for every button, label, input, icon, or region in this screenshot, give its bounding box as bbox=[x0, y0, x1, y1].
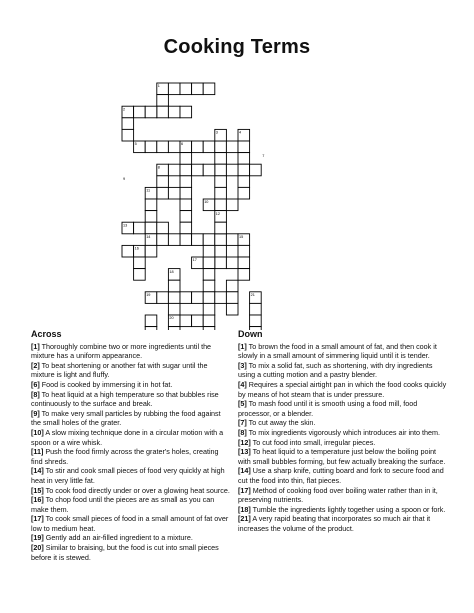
cell-number: 19 bbox=[146, 293, 151, 297]
down-heading: Down bbox=[238, 329, 263, 339]
cell-number: 1 bbox=[157, 84, 160, 89]
down-clue bbox=[238, 342, 448, 361]
across-clue bbox=[31, 390, 231, 409]
grid-cell[interactable] bbox=[157, 141, 169, 153]
grid-cell[interactable] bbox=[168, 234, 180, 246]
down-clue bbox=[238, 514, 448, 533]
clue-number: [8] bbox=[31, 389, 40, 399]
across-clue bbox=[31, 533, 231, 543]
down-clues bbox=[238, 330, 448, 533]
clue-text: To heat liquid to a temperature just below the boiling point with small bubbles forming, but few actually breaking the surface. bbox=[238, 447, 446, 466]
cell-number: 5 bbox=[134, 142, 137, 147]
cell-number: 6 bbox=[181, 142, 184, 147]
clue-text: To stir and cook small pieces of food very quickly at high heat in very little fat. bbox=[31, 466, 225, 485]
grid-cell[interactable] bbox=[203, 280, 215, 292]
grid-cell[interactable] bbox=[203, 234, 215, 246]
grid-cell[interactable] bbox=[238, 141, 250, 153]
clue-number: [5] bbox=[238, 399, 247, 409]
grid-cell[interactable] bbox=[215, 176, 227, 188]
down-clue bbox=[238, 380, 448, 399]
clue-text: Food is cooked by immersing it in hot fat. bbox=[39, 379, 173, 389]
clue-number: [7] bbox=[238, 418, 247, 428]
grid-cell[interactable] bbox=[168, 164, 180, 176]
clue-number: [6] bbox=[31, 379, 40, 389]
across-clue bbox=[31, 428, 231, 447]
clue-text: A slow mixing technique done in a circular motion with a spoon or a wire whisk. bbox=[31, 427, 224, 447]
grid-cell[interactable] bbox=[238, 187, 250, 199]
clue-number: [15] bbox=[31, 485, 44, 495]
grid-cell[interactable] bbox=[203, 257, 215, 269]
clue-number: [4] bbox=[238, 379, 247, 389]
across-heading: Across bbox=[31, 329, 62, 339]
grid-cell[interactable] bbox=[157, 176, 169, 188]
cell-number: 18 bbox=[169, 269, 174, 274]
grid-cell[interactable] bbox=[203, 245, 215, 257]
grid-cell[interactable] bbox=[226, 141, 238, 153]
clue-text: To beat shortening or another fat with sugar until the mixture is light and fluffy. bbox=[31, 360, 208, 380]
grid-cell[interactable] bbox=[134, 106, 146, 118]
grid-cell[interactable] bbox=[168, 187, 180, 199]
clue-text: Thoroughly combine two or more ingredients until the mixture has a uniform appearance. bbox=[31, 341, 212, 361]
grid-cell[interactable] bbox=[238, 269, 250, 281]
clue-number: [17] bbox=[238, 485, 251, 495]
grid-cell[interactable] bbox=[157, 106, 169, 118]
clue-number: [14] bbox=[31, 466, 44, 476]
cell-number: 17 bbox=[192, 258, 197, 263]
down-clue bbox=[238, 428, 448, 438]
grid-cell[interactable] bbox=[180, 153, 192, 165]
grid-cell[interactable] bbox=[192, 315, 204, 327]
clue-number: [8] bbox=[238, 427, 247, 437]
grid-cell[interactable] bbox=[192, 164, 204, 176]
across-clue bbox=[31, 466, 231, 485]
grid-cell[interactable] bbox=[157, 187, 169, 199]
grid-cell[interactable] bbox=[168, 106, 180, 118]
clue-number: [1] bbox=[31, 341, 40, 351]
down-clue bbox=[238, 399, 448, 418]
grid-cell[interactable] bbox=[145, 141, 157, 153]
grid-cell[interactable] bbox=[122, 118, 134, 130]
across-clue bbox=[31, 380, 231, 390]
grid-cell[interactable] bbox=[192, 234, 204, 246]
clue-text: To cut away the skin. bbox=[246, 418, 316, 428]
clue-text: To heat liquid at a high temperature so that bubbles rise continuously to the surface and break. bbox=[31, 389, 219, 409]
grid-cell[interactable] bbox=[157, 95, 169, 107]
across-clue bbox=[31, 342, 231, 361]
grid-cell[interactable] bbox=[145, 211, 157, 223]
clue-text: To brown the food in a small amount of fat, and then cook it slowly in a small amount of simmering liquid until it is tender. bbox=[238, 341, 437, 361]
grid-cell[interactable] bbox=[215, 245, 227, 257]
grid-cell[interactable] bbox=[134, 222, 146, 234]
down-clue bbox=[238, 438, 448, 448]
grid-cell[interactable] bbox=[250, 315, 262, 327]
clue-number: [3] bbox=[238, 360, 247, 370]
across-clue bbox=[31, 514, 231, 533]
grid-cell[interactable] bbox=[180, 164, 192, 176]
down-clue bbox=[238, 447, 448, 466]
across-clue-list bbox=[31, 342, 231, 563]
grid-cell[interactable] bbox=[238, 164, 250, 176]
grid-cell[interactable] bbox=[238, 176, 250, 188]
clue-number: [10] bbox=[31, 427, 44, 437]
clue-number: [12] bbox=[238, 437, 251, 447]
grid-cell[interactable] bbox=[203, 303, 215, 315]
grid-cell[interactable] bbox=[145, 245, 157, 257]
grid-cell[interactable] bbox=[226, 280, 238, 292]
grid-cell[interactable] bbox=[215, 153, 227, 165]
grid-cell[interactable] bbox=[203, 164, 215, 176]
cell-number: 2 bbox=[123, 107, 126, 112]
clue-number: [18] bbox=[238, 504, 251, 514]
clue-number: [13] bbox=[238, 447, 251, 457]
across-clue bbox=[31, 543, 231, 562]
cell-number: 11 bbox=[146, 188, 151, 193]
grid-cell[interactable] bbox=[134, 269, 146, 281]
clue-text: To mix a solid fat, such as shortening, with dry ingredients using a cutting motion and a pastry blender. bbox=[238, 360, 433, 380]
grid-cell[interactable] bbox=[238, 257, 250, 269]
clue-text: Use a sharp knife, cutting board and fork to secure food and cut the food into thin, flat pieces. bbox=[238, 466, 444, 485]
grid-cell[interactable] bbox=[168, 292, 180, 304]
grid-cell[interactable] bbox=[215, 187, 227, 199]
grid-cell[interactable] bbox=[180, 292, 192, 304]
clue-text: To make very small particles by rubbing the food against the small holes of the grater. bbox=[31, 408, 221, 428]
grid-cell[interactable] bbox=[226, 164, 238, 176]
across-clue bbox=[31, 361, 231, 380]
grid-cell[interactable] bbox=[168, 303, 180, 315]
grid-cell[interactable] bbox=[238, 153, 250, 165]
clue-number: [21] bbox=[238, 514, 251, 524]
grid-cell[interactable] bbox=[250, 303, 262, 315]
grid-cell[interactable] bbox=[203, 292, 215, 304]
clue-number: [20] bbox=[31, 543, 44, 553]
puzzle-title: Cooking Terms bbox=[163, 36, 311, 58]
down-clue-list bbox=[238, 342, 448, 534]
grid-cell[interactable] bbox=[145, 222, 157, 234]
clue-text: Tumble the ingredients lightly together using a spoon or fork. bbox=[250, 504, 446, 514]
grid-cell[interactable] bbox=[157, 292, 169, 304]
grid-cell[interactable] bbox=[168, 141, 180, 153]
grid-cell[interactable] bbox=[226, 234, 238, 246]
across-clue bbox=[31, 409, 231, 428]
clue-text: To mix ingredients vigorously which introduces air into them. bbox=[246, 427, 441, 437]
cell-number: 16 bbox=[134, 246, 139, 251]
grid-cell[interactable] bbox=[145, 106, 157, 118]
grid-cell[interactable] bbox=[168, 280, 180, 292]
across-clue bbox=[31, 447, 231, 466]
cell-number: 15 bbox=[239, 235, 244, 239]
clue-number: [2] bbox=[31, 360, 40, 370]
grid-cell[interactable] bbox=[226, 257, 238, 269]
clue-text: Push the food firmly across the grater's holes, creating find shreds. bbox=[31, 447, 219, 466]
grid-cell[interactable] bbox=[226, 303, 238, 315]
grid-cell[interactable] bbox=[180, 222, 192, 234]
grid-cell[interactable] bbox=[192, 292, 204, 304]
grid-cell[interactable] bbox=[192, 83, 204, 95]
across-clues bbox=[31, 330, 231, 562]
clue-text: Requires a special airtight pan in which the food cooks quickly by means of hot steam that is under pressure. bbox=[238, 379, 447, 399]
cell-number: 13 bbox=[123, 223, 128, 228]
clue-text: Gently add an air-filled ingredient to a mixture. bbox=[43, 533, 193, 543]
grid-cell[interactable] bbox=[180, 211, 192, 223]
clue-number: [11] bbox=[31, 447, 44, 457]
down-clue bbox=[238, 418, 448, 428]
cell-number: 21 bbox=[250, 293, 255, 297]
grid-cell[interactable] bbox=[226, 199, 238, 211]
clue-number: [9] bbox=[31, 408, 40, 418]
grid-cell[interactable] bbox=[203, 315, 215, 327]
clue-text: A very rapid beating that incorporates so much air that it increases the volume of the product. bbox=[238, 514, 431, 533]
clue-text: To cook food directly under or over a glowing heat source. bbox=[43, 485, 230, 495]
down-clue bbox=[238, 505, 448, 515]
grid-cell[interactable] bbox=[157, 222, 169, 234]
grid-cell[interactable] bbox=[215, 257, 227, 269]
clue-text: Similar to braising, but the food is cut into small pieces before it is stewed. bbox=[31, 543, 219, 562]
grid-cell[interactable] bbox=[122, 129, 134, 141]
clue-text: To cook small pieces of food in a small amount of fat over low to medium heat. bbox=[31, 514, 229, 533]
down-clue bbox=[238, 361, 448, 380]
grid-cell[interactable] bbox=[180, 83, 192, 95]
cell-number: 4 bbox=[239, 130, 242, 135]
grid-cell[interactable] bbox=[215, 292, 227, 304]
clue-number: [1] bbox=[238, 341, 247, 351]
grid-cell[interactable] bbox=[192, 141, 204, 153]
grid-cell[interactable] bbox=[145, 199, 157, 211]
grid-cell[interactable] bbox=[215, 141, 227, 153]
grid-cell[interactable] bbox=[180, 176, 192, 188]
grid-cell[interactable] bbox=[180, 199, 192, 211]
clue-number: [17] bbox=[31, 514, 44, 524]
grid-cell[interactable] bbox=[134, 257, 146, 269]
cell-number: 10 bbox=[204, 200, 209, 205]
grid-cell[interactable] bbox=[215, 234, 227, 246]
grid-cell[interactable] bbox=[180, 106, 192, 118]
grid-cell[interactable] bbox=[157, 234, 169, 246]
clue-number: [16] bbox=[31, 495, 44, 505]
grid-cell[interactable] bbox=[180, 315, 192, 327]
clue-number: [19] bbox=[31, 533, 44, 543]
cell-number: 12 bbox=[215, 211, 221, 216]
grid-cell[interactable] bbox=[203, 269, 215, 281]
clue-text: Method of cooking food over boiling water rather than in it, preserving nutrients. bbox=[238, 485, 438, 505]
grid-cell[interactable] bbox=[226, 292, 238, 304]
down-clue bbox=[238, 466, 448, 485]
down-clue bbox=[238, 486, 448, 505]
grid-cell[interactable] bbox=[180, 234, 192, 246]
grid-cell[interactable] bbox=[215, 222, 227, 234]
cell-number: 3 bbox=[215, 130, 218, 135]
cell-number: 8 bbox=[157, 165, 160, 170]
grid-cell[interactable] bbox=[180, 187, 192, 199]
clue-number: [14] bbox=[238, 466, 251, 476]
across-clue bbox=[31, 486, 231, 496]
grid-cell[interactable] bbox=[203, 83, 215, 95]
grid-cell[interactable] bbox=[215, 199, 227, 211]
grid-cell[interactable] bbox=[145, 315, 157, 327]
grid-cell[interactable] bbox=[122, 245, 134, 257]
clue-text: To chop food until the pieces are as small as you can make them. bbox=[31, 495, 215, 514]
clue-text: To cut food into small, irregular pieces. bbox=[250, 437, 376, 447]
grid-cell[interactable] bbox=[250, 164, 262, 176]
grid-cell[interactable] bbox=[203, 141, 215, 153]
clue-text: To mash food until it is smooth using a food mill, food processor, or a blender. bbox=[238, 399, 418, 418]
grid-cell[interactable] bbox=[215, 164, 227, 176]
cell-number: 7 bbox=[262, 153, 265, 158]
cell-number: 9 bbox=[123, 177, 126, 181]
grid-cell[interactable] bbox=[238, 245, 250, 257]
grid-cell[interactable] bbox=[168, 83, 180, 95]
cell-number: 14 bbox=[146, 235, 151, 239]
across-clue bbox=[31, 495, 231, 514]
cell-number: 20 bbox=[169, 316, 174, 321]
